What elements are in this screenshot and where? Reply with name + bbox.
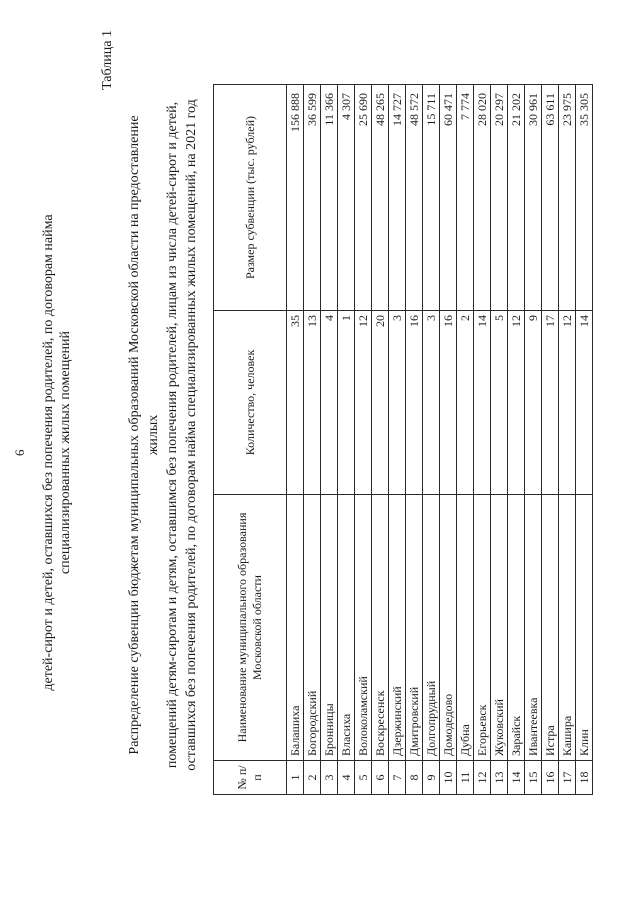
table-label: Таблица 1 xyxy=(100,30,115,90)
cell-sum: 30 961 xyxy=(525,85,542,311)
table-row xyxy=(559,85,576,795)
title-line: Распределение субвенции бюджетам муниципальных образований Московской области на предоставление жилых xyxy=(127,115,161,755)
cell-count: 17 xyxy=(542,311,559,495)
header-sum: Размер субвенции (тыс. рублей) xyxy=(214,85,287,311)
subsidy-table-container xyxy=(213,85,593,795)
continuation-text xyxy=(40,0,74,905)
header-name: Наименование муниципального образования Московской области xyxy=(214,495,287,761)
cell-count: 2 xyxy=(457,311,474,495)
cell-sum: 36 599 xyxy=(304,85,321,311)
table-row xyxy=(287,85,304,795)
cell-num: 18 xyxy=(576,761,593,795)
title-line: помещений детям-сиротам и детям, оставшимся без попечения родителей, лицам из числа детей-сирот и детей, xyxy=(165,101,180,769)
cell-name: Воскресенск xyxy=(372,495,389,761)
table-row xyxy=(338,85,355,795)
cell-num: 12 xyxy=(474,761,491,795)
cell-name: Егорьевск xyxy=(474,495,491,761)
cell-count: 12 xyxy=(508,311,525,495)
table-row xyxy=(457,85,474,795)
cell-name: Ивантеевка xyxy=(525,495,542,761)
cell-count: 14 xyxy=(474,311,491,495)
table-row xyxy=(304,85,321,795)
cell-num: 10 xyxy=(440,761,457,795)
cell-num: 15 xyxy=(525,761,542,795)
cell-sum: 20 297 xyxy=(491,85,508,311)
cell-num: 2 xyxy=(304,761,321,795)
cell-num: 11 xyxy=(457,761,474,795)
table-row xyxy=(491,85,508,795)
header-num: № п/п xyxy=(214,761,287,795)
table-title xyxy=(125,95,201,775)
header-count: Количество, человек xyxy=(214,311,287,495)
cell-count: 12 xyxy=(559,311,576,495)
cell-name: Долгопрудный xyxy=(423,495,440,761)
cell-name: Волоколамский xyxy=(355,495,372,761)
cell-sum: 25 690 xyxy=(355,85,372,311)
cell-sum: 14 727 xyxy=(389,85,406,311)
cell-name: Кашира xyxy=(559,495,576,761)
table-header xyxy=(214,85,287,795)
table-row xyxy=(321,85,338,795)
table-row xyxy=(406,85,423,795)
table-row xyxy=(372,85,389,795)
table-body xyxy=(287,85,593,795)
cell-count: 9 xyxy=(525,311,542,495)
cell-num: 4 xyxy=(338,761,355,795)
cell-count: 3 xyxy=(423,311,440,495)
cell-name: Истра xyxy=(542,495,559,761)
cell-name: Власиха xyxy=(338,495,355,761)
cell-name: Домодедово xyxy=(440,495,457,761)
cell-count: 20 xyxy=(372,311,389,495)
cell-name: Жуковский xyxy=(491,495,508,761)
cell-name: Бронницы xyxy=(321,495,338,761)
cell-num: 5 xyxy=(355,761,372,795)
cell-count: 16 xyxy=(406,311,423,495)
table-row xyxy=(576,85,593,795)
cell-sum: 35 305 xyxy=(576,85,593,311)
table-row xyxy=(423,85,440,795)
cell-count: 3 xyxy=(389,311,406,495)
cell-num: 16 xyxy=(542,761,559,795)
cell-name: Богородский xyxy=(304,495,321,761)
cell-count: 13 xyxy=(304,311,321,495)
cell-num: 17 xyxy=(559,761,576,795)
cell-name: Зарайск xyxy=(508,495,525,761)
cell-num: 6 xyxy=(372,761,389,795)
continuation-line: специализированных жилых помещений xyxy=(58,330,73,575)
cell-name: Дубна xyxy=(457,495,474,761)
table-row xyxy=(440,85,457,795)
cell-count: 35 xyxy=(287,311,304,495)
cell-num: 3 xyxy=(321,761,338,795)
cell-name: Дмитровский xyxy=(406,495,423,761)
cell-sum: 28 020 xyxy=(474,85,491,311)
cell-sum: 15 711 xyxy=(423,85,440,311)
subsidy-table xyxy=(213,84,593,795)
table-row xyxy=(474,85,491,795)
cell-sum: 48 572 xyxy=(406,85,423,311)
cell-name: Клин xyxy=(576,495,593,761)
cell-sum: 60 471 xyxy=(440,85,457,311)
cell-num: 14 xyxy=(508,761,525,795)
continuation-line: детей-сирот и детей, оставшихся без попечения родителей, по договорам найма xyxy=(41,214,56,691)
table-row xyxy=(355,85,372,795)
cell-sum: 23 975 xyxy=(559,85,576,311)
cell-name: Дзержинский xyxy=(389,495,406,761)
page-number: 6 xyxy=(12,449,27,456)
table-row xyxy=(542,85,559,795)
cell-num: 8 xyxy=(406,761,423,795)
cell-count: 14 xyxy=(576,311,593,495)
header-row xyxy=(214,85,287,795)
cell-sum: 21 202 xyxy=(508,85,525,311)
cell-num: 1 xyxy=(287,761,304,795)
cell-count: 16 xyxy=(440,311,457,495)
cell-sum: 7 774 xyxy=(457,85,474,311)
cell-num: 9 xyxy=(423,761,440,795)
cell-num: 13 xyxy=(491,761,508,795)
cell-name: Балашиха xyxy=(287,495,304,761)
table-row xyxy=(508,85,525,795)
cell-count: 4 xyxy=(321,311,338,495)
cell-sum: 63 611 xyxy=(542,85,559,311)
title-line: оставшихся без попечения родителей, по договорам найма специализированных жилых помещений, на 2021 год xyxy=(184,99,199,771)
table-row xyxy=(525,85,542,795)
cell-count: 5 xyxy=(491,311,508,495)
cell-sum: 4 307 xyxy=(338,85,355,311)
cell-sum: 11 366 xyxy=(321,85,338,311)
cell-sum: 48 265 xyxy=(372,85,389,311)
cell-count: 1 xyxy=(338,311,355,495)
cell-sum: 156 888 xyxy=(287,85,304,311)
cell-num: 7 xyxy=(389,761,406,795)
cell-count: 12 xyxy=(355,311,372,495)
table-row xyxy=(389,85,406,795)
